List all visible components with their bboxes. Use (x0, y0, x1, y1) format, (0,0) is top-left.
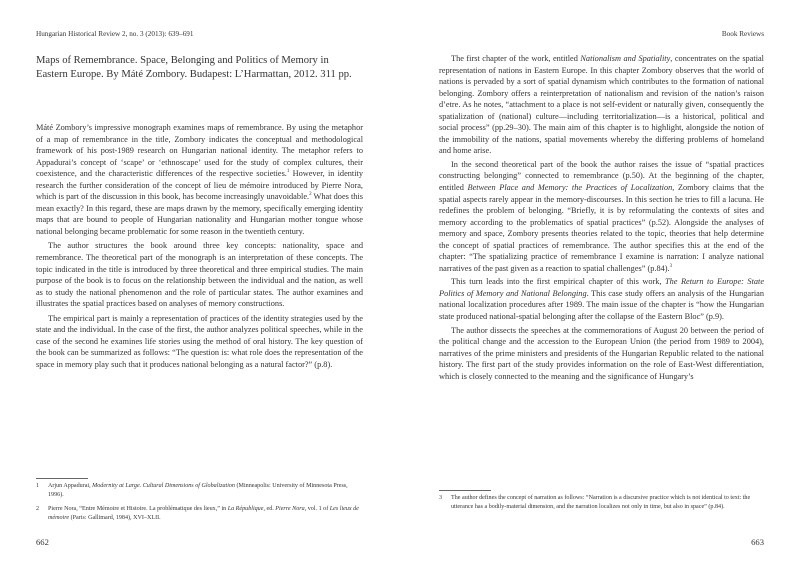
text-span: , ed. (263, 505, 276, 512)
page-number-left: 662 (36, 537, 49, 547)
text-span: , concentrates on the spatial representation of nations in Eastern Europe. In this chapter Zombory observes that the world of nations is pervaded by a sort of spatial dynamism which contributes to the formation of national belonging. Zombory offers a reinterpretation of nationalism and revision of the nation’s raison d’etre. As he notes, “attachment to a place is not self-evident or naturally given, consequently the spatialization of (national) culture—including territorialization—is a historical, political and social process” (pp.29–30). The main aim of this chapter is to highlight, alongside the notion of the immobility of the nations, spatial movements whereby the differing problems of homeland and home arise. (439, 54, 764, 156)
text-span: (Paris: Gallimard, 1984), XVI–XLII. (69, 515, 161, 522)
footnote-number: 2 (36, 505, 40, 512)
footnote-2 (36, 505, 364, 524)
chapter-title: Nationalism and Spatiality (580, 54, 671, 63)
right-body-text (439, 53, 764, 382)
running-head-right: Book Reviews (721, 30, 764, 38)
chapter-title: Between Place and Memory: the Practices of Localization (467, 183, 673, 193)
right-footnotes (439, 494, 765, 513)
left-paragraph-3: The empirical part is mainly a representation of practices of the identity strategies used by the state and the individual. In the case of the first, the author analyzes political speeches, while in the case of the second he examines life stories using the method of oral history. The key question of the book can be summarized as follows: “The question is: what role does the representation of the space in memory play such that it produces national belonging as a natural factor?” (p.8). (36, 313, 363, 369)
footnote-3 (439, 494, 765, 513)
book-title: Les lieux de mémoire (48, 505, 359, 522)
footnote-divider (439, 490, 491, 491)
footnote-number: 1 (36, 483, 40, 489)
footnote-number: 3 (439, 495, 443, 501)
right-paragraph-3 (439, 276, 764, 322)
text-span: , Zombory claims that the spatial aspects rarely appear in the memory-discourses. In this section he tries to fill a lacuna. He redefines the problem of belonging. “Briefly, it is by reformulating the contexts of sites and memory according to the problematics of spatial practices” (p.52). Alongside the analyses of memory and space, Zombory presents theories related to the topic, theories that help determine the concept of spatial practices of remembrance. The author specifies this at the end of the chapter: “The spatializing practice of remembrance I examine is narration: I analyze national narratives of the past given as a reaction to spatial challenges” (p.84). (439, 183, 764, 273)
text-span: The author defines the concept of narration as follows: “Narration is a discursive practice which is not identical to text: the utterance has a bodily-material dimension, and the narration localizes not only in time, but also in space” (p.84). (451, 495, 751, 511)
text-span: . This case study offers an analysis of the Hungarian national localization procedures after 1989. The main issue of the chapter is “how the Hungarian state produced national-spatial belonging after the collapse of the Eastern Bloc” (p.9). (439, 288, 764, 322)
left-footnotes (36, 482, 364, 524)
text-span: (Minneapolis: University of Minnesota Press, 1996). (48, 483, 348, 499)
review-title: Maps of Remembrance. Space, Belonging and Politics of Memory in Eastern Europe. By Máté Zombory. Budapest: L’Harmattan, 2012. 311 pp. (36, 55, 352, 81)
book-title: Modernity at Large. Cultural Dimensions of Globalization (92, 483, 235, 489)
text-span: Arjun Appadurai, (48, 483, 93, 489)
right-paragraph-1 (439, 53, 764, 157)
right-page (400, 0, 800, 567)
footnote-1 (36, 482, 364, 501)
footnote-divider (36, 478, 88, 479)
chapter-title: The Return to Europe: State Politics of Memory and National Belonging (439, 277, 765, 298)
text-span: Pierre Nora, “Entre Mémoire et Histoire. La problématique des lieux,” in (48, 505, 228, 512)
left-paragraph-2: The author structures the book around three key concepts: nationality, space and remembrance. The theoretical part of the monograph is an interpretation of these concepts. The topic indicated in the title is introduced by three theoretical and three empirical studies. The main purpose of the book is to focus on the relationship between the individual and the nation, as well as to study the national phenomenon and the role of particular states. The author examines and illustrates the spatial practices based on analyses of memory constructions. (36, 241, 363, 309)
text-span: In the second theoretical part of the book the author raises the issue of “spatial practices constructing belonging” connected to remembrance (p.50). At the beginning of the chapter, entitled (439, 159, 764, 193)
text-span: The first chapter of the work, entitled (451, 54, 581, 63)
text-span: This turn leads into the first empirical chapter of this work, (451, 277, 665, 287)
text-span: Máté Zombory’s impressive monograph examines maps of remembrance. By using the metaphor of a map of remembrance in the title, Zombory indicates the conceptual and methodological framework of his post-1989 research on Hungarian national identity. The metaphor refers to Appadurai’s concept of ‘scape’ or ‘ethnoscape’ used for the study of complex cultures, their coexistence, and the characteristic differences of the respective societies. (36, 123, 363, 179)
left-body-text (36, 122, 363, 370)
running-head-left: Hungarian Historical Review 2, no. 3 (2013): 639–691 (36, 30, 194, 38)
right-paragraph-2 (439, 159, 764, 274)
page-number-right: 663 (751, 537, 764, 547)
book-title: La République (227, 505, 264, 512)
footnote-ref-3[interactable]: 3 (669, 264, 673, 270)
text-span: What does this mean exactly? In this regard, these are maps drawn by the memory, specifically emerging identity maps that are bound to people of Hungarian nationality and Hungarian mother tongue whose national belonging became problematic for some reason in the twentieth century. (36, 192, 363, 236)
right-paragraph-4: The author dissects the speeches at the commemorations of August 20 between the period of the political change and the accession to the European Union (the period from 1989 to 2004), narratives of the prime ministers and presidents of the Hungarian Republic related to the national history. The first part of the study provides information on the role of East-West differentiation, which is closely connected to the meaning and the significance of Hungary’s (439, 325, 764, 381)
editor-name: Pierre Nora (275, 505, 305, 512)
text-span: , vol. 1 of (304, 505, 330, 512)
text-span: However, in identity research the further consideration of the concept of lieu de mémoire introduced by Pierre Nora, which is part of the discussion in this book, has become increasingly unavoidable. (36, 169, 363, 202)
left-paragraph-1 (36, 122, 363, 237)
footnote-ref-2[interactable]: 2 (309, 192, 312, 198)
footnote-ref-1[interactable]: 1 (286, 169, 290, 175)
